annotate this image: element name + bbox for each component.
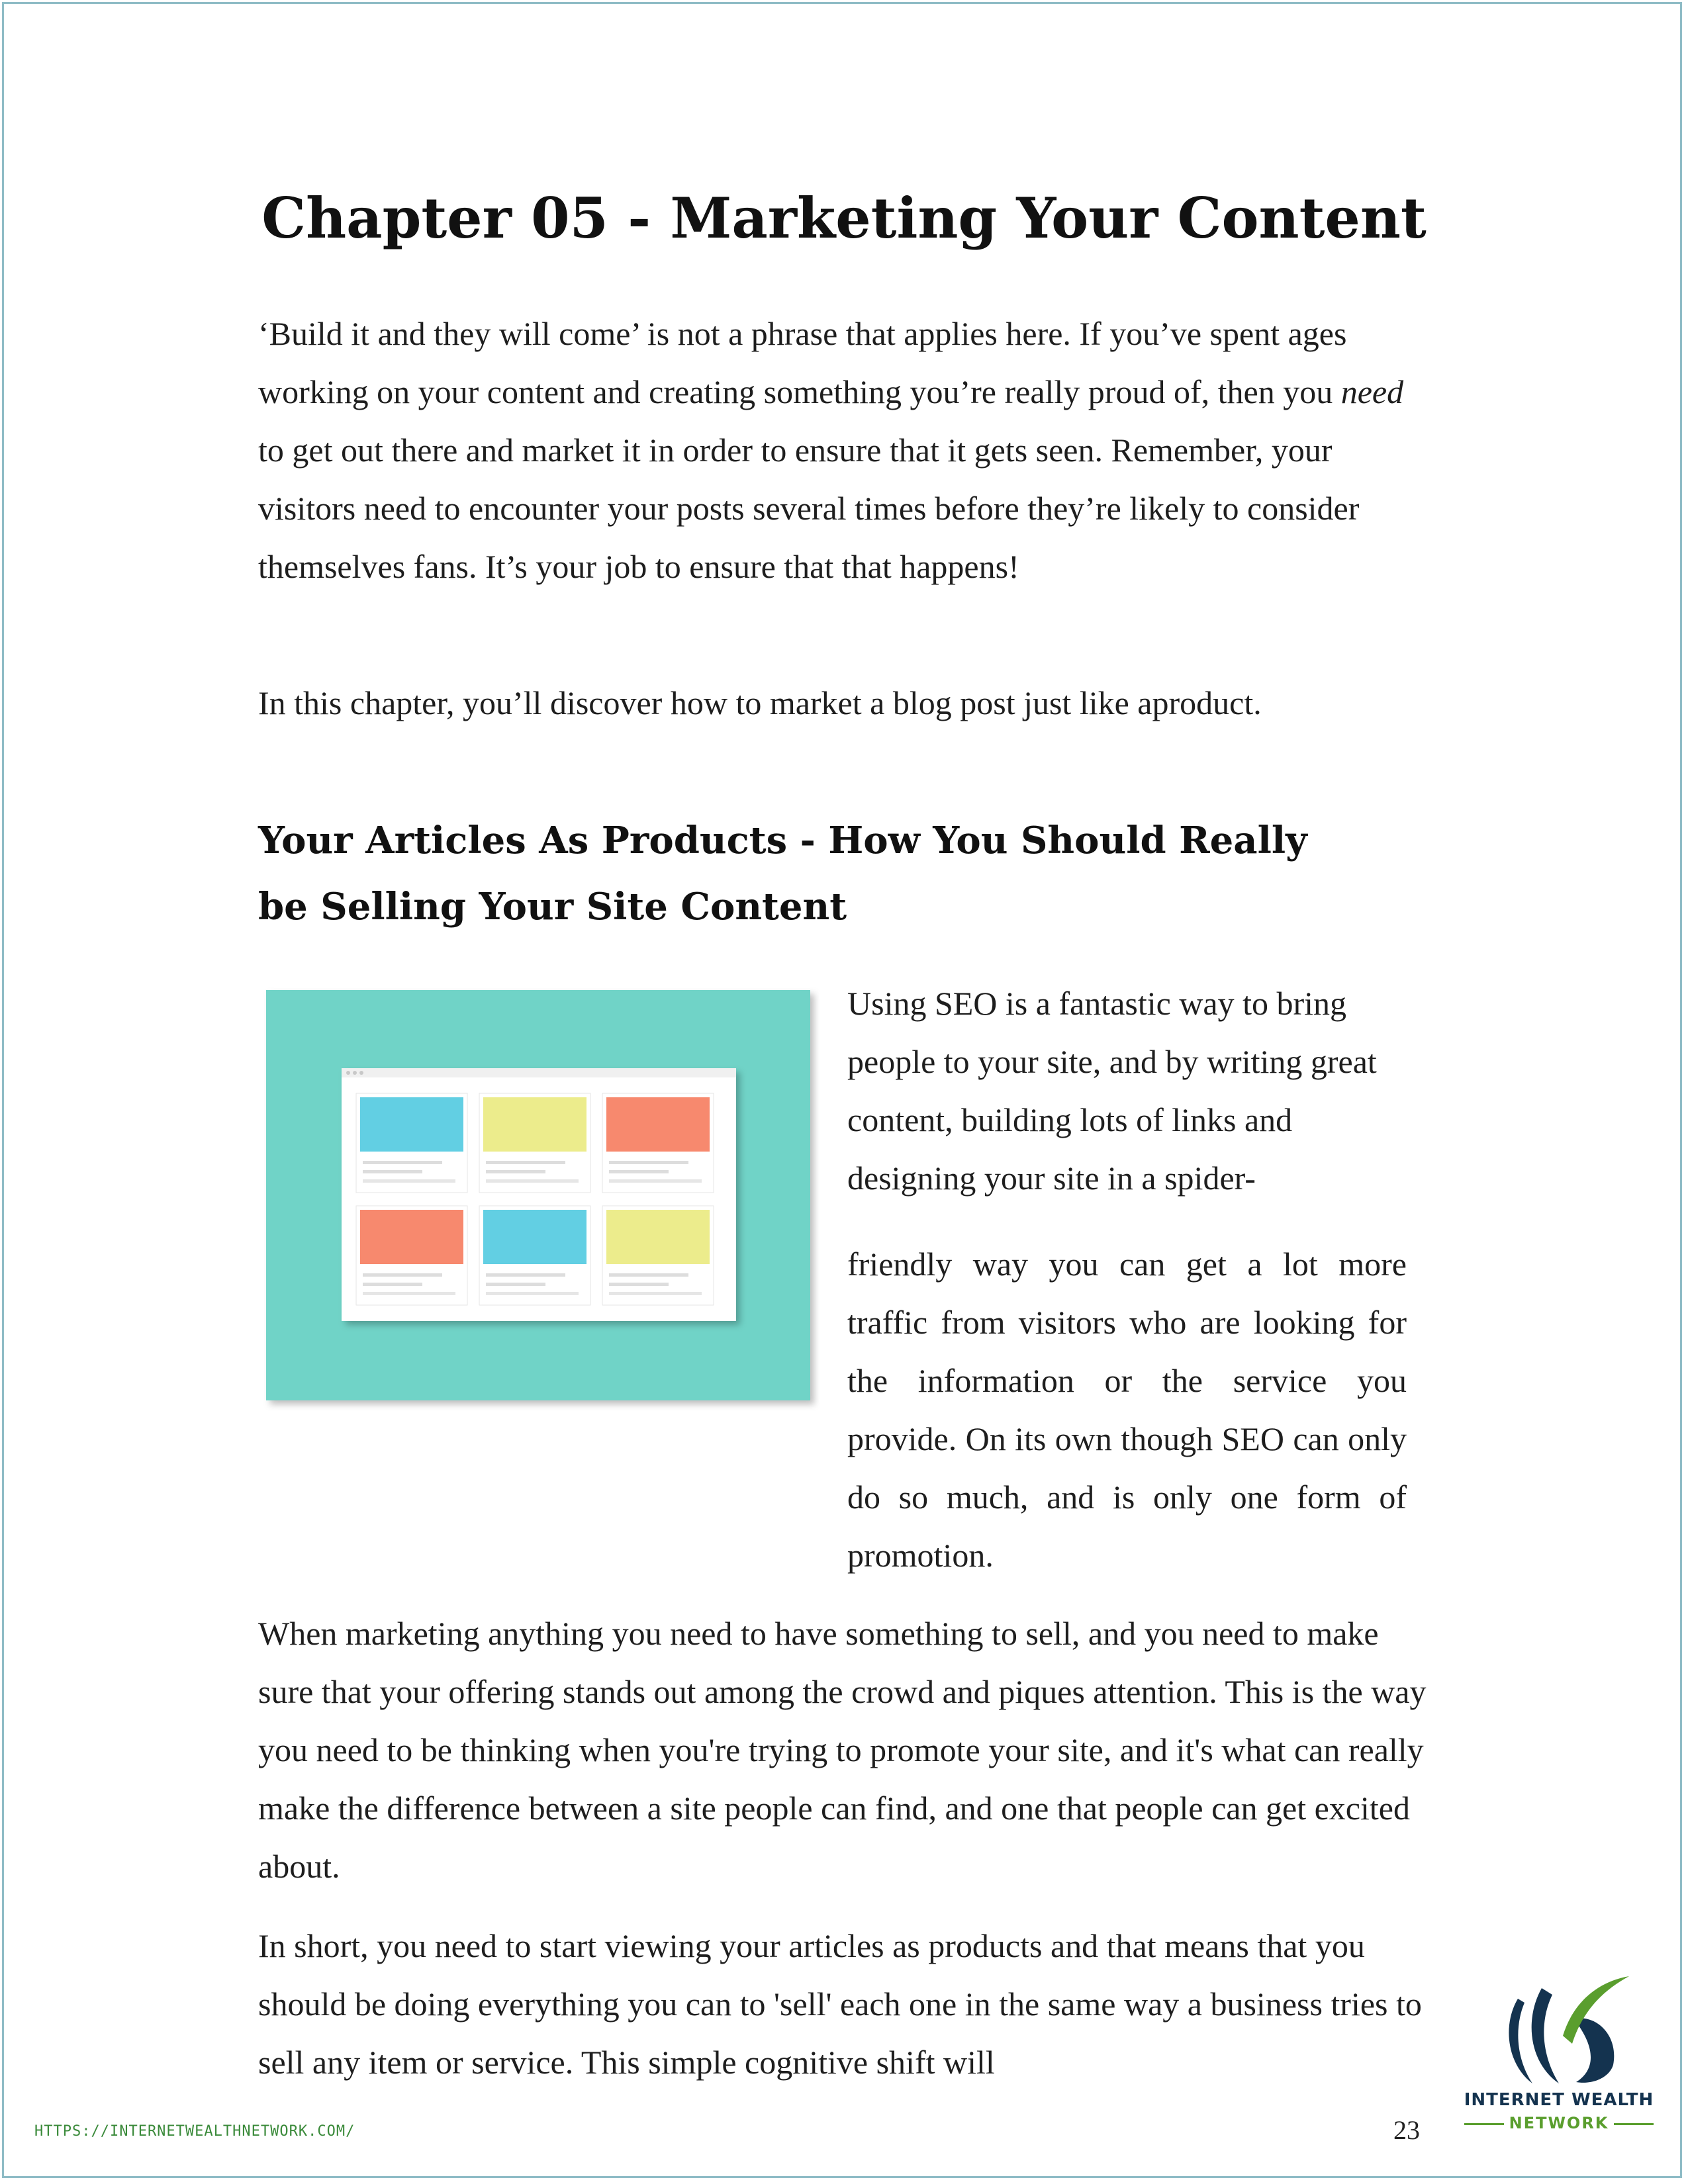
card-2 — [479, 1093, 590, 1193]
card-1 — [356, 1093, 467, 1193]
intro-text-end: to get out there and market it in order to ensure that it gets seen. Remember, your visitors need to encounter your posts several times before they’re likely to consider themselves fans. It’s your job to ensure that that happens! — [258, 432, 1360, 585]
page-number: 23 — [1393, 2115, 1420, 2145]
logo-text-network: NETWORK — [1509, 2114, 1609, 2132]
logo-text-line2 — [1453, 2114, 1665, 2132]
footer-url-link[interactable]: HTTPS://INTERNETWEALTHNETWORK.COM/ — [34, 2123, 355, 2140]
section-heading-line1: Your Articles As Products - How You Should Really — [258, 819, 1307, 862]
content-cards-illustration — [263, 987, 820, 1411]
marketing-paragraph: When marketing anything you need to have something to sell, and you need to make sure that your offering stands out among the crowd and piques attention. This is the way you need to be thinking when you're trying to promote your site, and it's what can really make the difference between a site people can find, and one that people can get excited about. — [258, 1615, 1427, 1885]
card-6 — [602, 1206, 714, 1305]
seo-paragraph-bottom: friendly way you can get a lot more traffic from visitors who are looking for the information or the service you provide. On its own though SEO can only do so much, and is only one form of promotion. — [847, 1246, 1407, 1574]
chapter-title: Chapter 05 - Marketing Your Content — [261, 185, 1427, 251]
section-heading-line2: be Selling Your Site Content — [258, 885, 847, 929]
section-heading — [258, 807, 1383, 940]
intro-text-start: ‘Build it and they will come’ is not a phrase that applies here. If you’ve spent ages working on your content and creating something you’re really proud of, then you — [258, 315, 1347, 410]
logo-text-line1: INTERNET WEALTH — [1464, 2090, 1654, 2110]
seo-paragraph-top: Using SEO is a fantastic way to bring people to your site, and by writing great content, building lots of links and designing your site in a spider- — [847, 985, 1377, 1197]
card-4 — [356, 1206, 467, 1305]
card-3 — [602, 1093, 714, 1193]
logo-swoosh-icon — [1499, 1972, 1632, 2085]
card-5 — [479, 1206, 590, 1305]
intro-emphasis: need — [1340, 373, 1404, 410]
intro-paragraph — [258, 304, 1423, 596]
short-paragraph: In short, you need to start viewing your articles as products and that means that you should be doing everything you can to 'sell' each one in the same way a business tries to sell any item or service. This simple cognitive shift will — [258, 1927, 1422, 2081]
chapter-intro-paragraph: In this chapter, you’ll discover how to market a blog post just like aproduct. — [258, 684, 1262, 721]
logo-dash-right — [1614, 2123, 1654, 2125]
logo-dash-left — [1464, 2123, 1504, 2125]
internet-wealth-network-logo — [1453, 1972, 1665, 2151]
